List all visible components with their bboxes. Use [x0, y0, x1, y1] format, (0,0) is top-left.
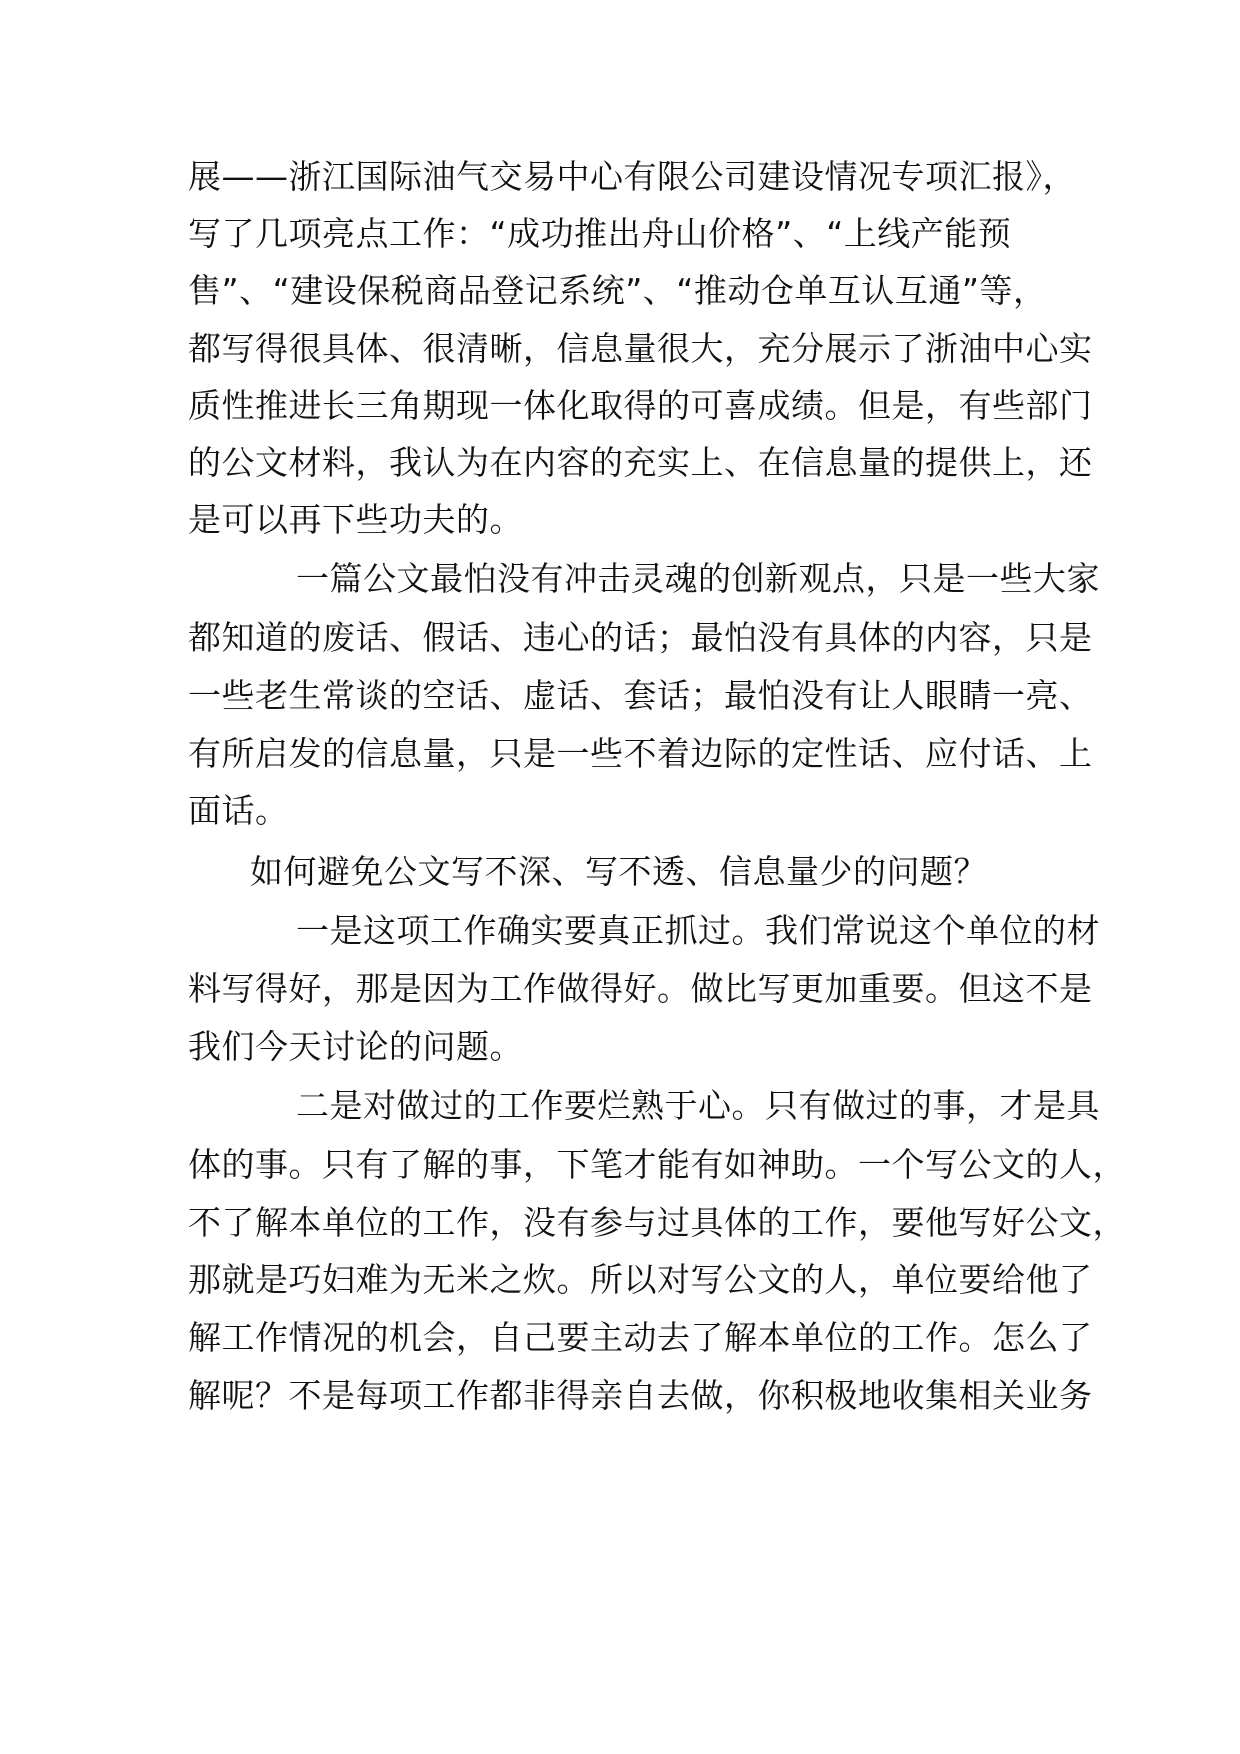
paragraph-line: 的公文材料，我认为在内容的充实上、在信息量的提供上，还 [188, 443, 1093, 482]
paragraph-line: 写了几项亮点工作：“成功推出舟山价格”、“上线产能预 [188, 214, 1012, 253]
paragraph-line: 是可以再下些功夫的。 [188, 500, 523, 539]
paragraph-line: 解工作情况的机会，自己要主动去了解本单位的工作。怎么了 [188, 1318, 1093, 1357]
paragraph-line: 都写得很具体、很清晰，信息量很大，充分展示了浙油中心实 [188, 329, 1093, 368]
paragraph-line: 解呢？不是每项工作都非得亲自去做，你积极地收集相关业务 [188, 1376, 1093, 1415]
section-question: 如何避免公文写不深、写不透、信息量少的问题？ [250, 852, 987, 891]
paragraph-line: 料写得好，那是因为工作做得好。做比写更加重要。但这不是 [188, 969, 1093, 1008]
paragraph-line: 我们今天讨论的问题。 [188, 1027, 523, 1066]
paragraph-line: 质性推进长三角期现一体化取得的可喜成绩。但是，有些部门 [188, 386, 1093, 425]
paragraph-line: 一些老生常谈的空话、虚话、套话；最怕没有让人眼睛一亮、 [188, 676, 1093, 715]
paragraph-line: 展——浙江国际油气交易中心有限公司建设情况专项汇报》， [188, 157, 1076, 196]
paragraph-line: 一是这项工作确实要真正抓过。我们常说这个单位的材 [296, 911, 1100, 950]
paragraph-line: 面话。 [188, 791, 289, 830]
paragraph-line: 一篇公文最怕没有冲击灵魂的创新观点，只是一些大家 [296, 559, 1100, 598]
paragraph-line: 二是对做过的工作要烂熟于心。只有做过的事，才是具 [296, 1086, 1100, 1125]
paragraph-line: 都知道的废话、假话、违心的话；最怕没有具体的内容，只是 [188, 618, 1093, 657]
paragraph-line: 不了解本单位的工作，没有参与过具体的工作，要他写好公文， [188, 1203, 1126, 1242]
paragraph-line: 那就是巧妇难为无米之炊。所以对写公文的人，单位要给他了 [188, 1260, 1093, 1299]
paragraph-line: 有所启发的信息量，只是一些不着边际的定性话、应付话、上 [188, 734, 1093, 773]
paragraph-line: 体的事。只有了解的事，下笔才能有如神助。一个写公文的人， [188, 1145, 1126, 1184]
paragraph-line: 售”、“建设保税商品登记系统”、“推动仓单互认互通”等， [188, 271, 1047, 310]
